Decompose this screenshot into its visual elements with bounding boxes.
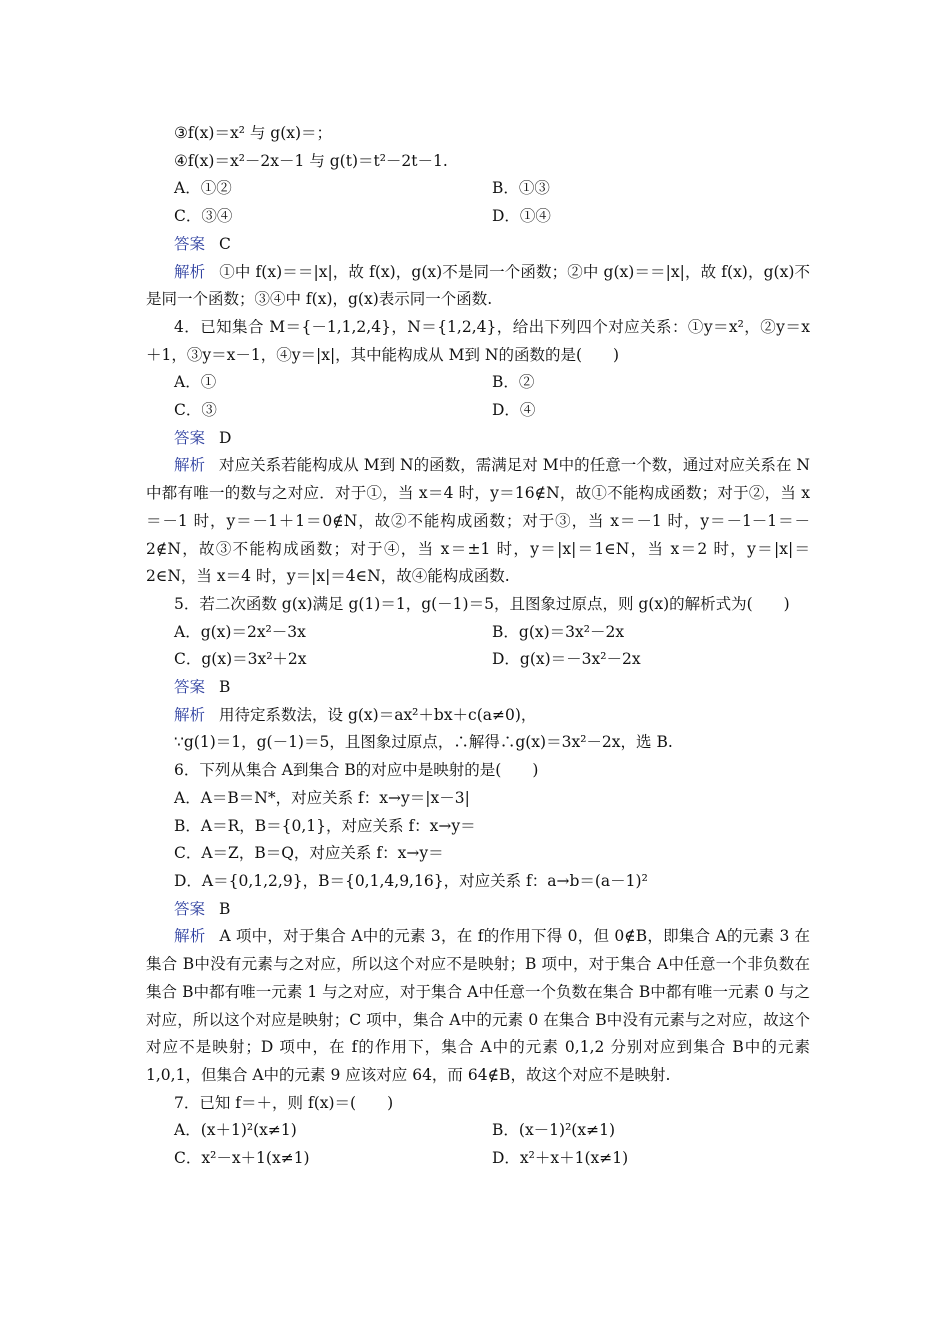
analysis-text: ①中 f(x)＝＝|x|，故 f(x)，g(x)不是同一个函数；②中 g(x)＝＝|x|，故 f(x)，g(x)不是同一个函数；③④中 f(x)，g(x)表示同一个函数.: [146, 262, 810, 309]
q4-option-b: B．②: [492, 373, 535, 392]
q3-answer: [146, 231, 810, 259]
analysis-text: 用待定系数法，设 g(x)＝ax²＋bx＋c(a≠0)，: [219, 705, 537, 724]
q7-option-d: D．x²＋x＋1(x≠1): [492, 1149, 629, 1168]
q5-stem: 5．若二次函数 g(x)满足 g(1)＝1，g(－1)＝5，且图象过原点，则 g(x)的解析式为( ): [174, 594, 790, 613]
q4-option-c: C．③: [174, 401, 217, 420]
item-4-line: ④f(x)＝x²－2x－1 与 g(t)＝t²－2t－1.: [174, 151, 448, 170]
analysis-text: 对应关系若能构成从 M到 N的函数，需满足对 M中的任意一个数，通过对应关系在 N中都有唯一的数与之对应．对于①，当 x＝4 时，y＝16∉N，故①不能构成函数；对于②，当 x＝－1 时，y＝－1＋1＝0∉N，故②不能构成函数；对于③，当 x＝－1 时，y＝－1－1＝－2∉N，故③不能构成函数；对于④，当 x＝±1 时，y＝|x|＝1∈N，当 x＝2 时，y＝|x|＝2∈N，当 x＝4 时，y＝|x|＝4∈N，故④能构成函数.: [146, 456, 810, 586]
q7-stem: 7．已知 f＝＋，则 f(x)＝( ): [174, 1093, 394, 1112]
q6-option-a: A．A＝B＝N*，对应关系 f：x→y＝|x－3|: [174, 788, 470, 807]
q7-option-b: B．(x－1)²(x≠1): [492, 1121, 615, 1140]
q7-option-a: A．(x＋1)²(x≠1): [174, 1121, 297, 1140]
q5-option-a: A．g(x)＝2x²－3x: [174, 622, 306, 641]
analysis-label: 解析: [174, 927, 206, 946]
q7-options-row-1: [146, 1117, 810, 1145]
q5-analysis-2: ∵g(1)＝1，g(－1)＝5，且图象过原点，∴解得∴g(x)＝3x²－2x，选 B.: [174, 733, 673, 752]
q4-options-row-1: [146, 369, 810, 397]
q4-stem: 4．已知集合 M＝{－1,1,2,4}，N＝{1,2,4}，给出下列四个对应关系：①y＝x²，②y＝x＋1，③y＝x－1，④y＝|x|，其中能构成从 M到 N的函数的是( ): [146, 317, 810, 364]
q5-options-row-1: [146, 619, 810, 647]
q3-option-c: C．③④: [174, 207, 233, 226]
answer-value: C: [219, 234, 231, 253]
q7-options-row-2: [146, 1145, 810, 1173]
q5-analysis: [146, 702, 810, 730]
answer-label: 答案: [174, 234, 206, 253]
q4-option-d: D．④: [492, 401, 536, 420]
q3-option-b: B．①③: [492, 179, 550, 198]
answer-value: D: [219, 428, 232, 447]
q6-option-d: D．A＝{0,1,2,9}，B＝{0,1,4,9,16}，对应关系 f：a→b＝(a－1)²: [174, 871, 648, 890]
answer-value: B: [219, 678, 231, 697]
q7-option-c: C．x²－x＋1(x≠1): [174, 1149, 310, 1168]
q6-option-c: C．A＝Z，B＝Q，对应关系 f：x→y＝: [174, 844, 444, 863]
answer-label: 答案: [174, 428, 206, 447]
q5-answer: [146, 674, 810, 702]
q4-option-a: A．①: [174, 373, 217, 392]
analysis-text: A 项中，对于集合 A中的元素 3，在 f的作用下得 0，但 0∉B，即集合 A的元素 3 在集合 B中没有元素与之对应，所以这个对应不是映射；B 项中，对于集合 A中任意一个非负数在集合 B中都有唯一元素 1 与之对应，对于集合 A中任意一个负数在集合 B中都有唯一元素 0 与之对应，所以这个对应是映射；C 项中，集合 A中的元素 0 在集合 B中没有元素与之对应，故这个对应不是映射；D 项中，在 f的作用下，集合 A中的元素 0,1,2 分别对应到集合 B中的元素 1,0,1，但集合 A中的元素 9 应该对应 64，而 64∉B，故这个对应不是映射.: [146, 927, 810, 1084]
content-area: [146, 120, 810, 1173]
q4-analysis: [146, 452, 810, 591]
q5-option-d: D．g(x)＝－3x²－2x: [492, 650, 641, 669]
q4-options-row-2: [146, 397, 810, 425]
q3-option-a: A．①②: [174, 179, 232, 198]
q5-option-b: B．g(x)＝3x²－2x: [492, 622, 625, 641]
answer-value: B: [219, 899, 231, 918]
answer-label: 答案: [174, 678, 206, 697]
analysis-label: 解析: [174, 262, 206, 281]
q3-options-row-1: [146, 175, 810, 203]
analysis-label: 解析: [174, 705, 206, 724]
q3-option-d: D．①④: [492, 207, 551, 226]
q6-answer: [146, 896, 810, 924]
q6-analysis: [146, 923, 810, 1089]
item-3-line: ③f(x)＝x² 与 g(x)＝；: [174, 124, 333, 142]
q6-stem: 6．下列从集合 A到集合 B的对应中是映射的是( ): [174, 761, 539, 780]
q3-analysis: [146, 259, 810, 314]
q5-option-c: C．g(x)＝3x²＋2x: [174, 650, 307, 669]
q6-option-b: B．A＝R，B＝{0,1}，对应关系 f：x→y＝: [174, 816, 476, 835]
analysis-label: 解析: [174, 456, 206, 475]
q3-options-row-2: [146, 203, 810, 231]
answer-label: 答案: [174, 899, 206, 918]
q5-options-row-2: [146, 646, 810, 674]
q4-answer: [146, 425, 810, 453]
